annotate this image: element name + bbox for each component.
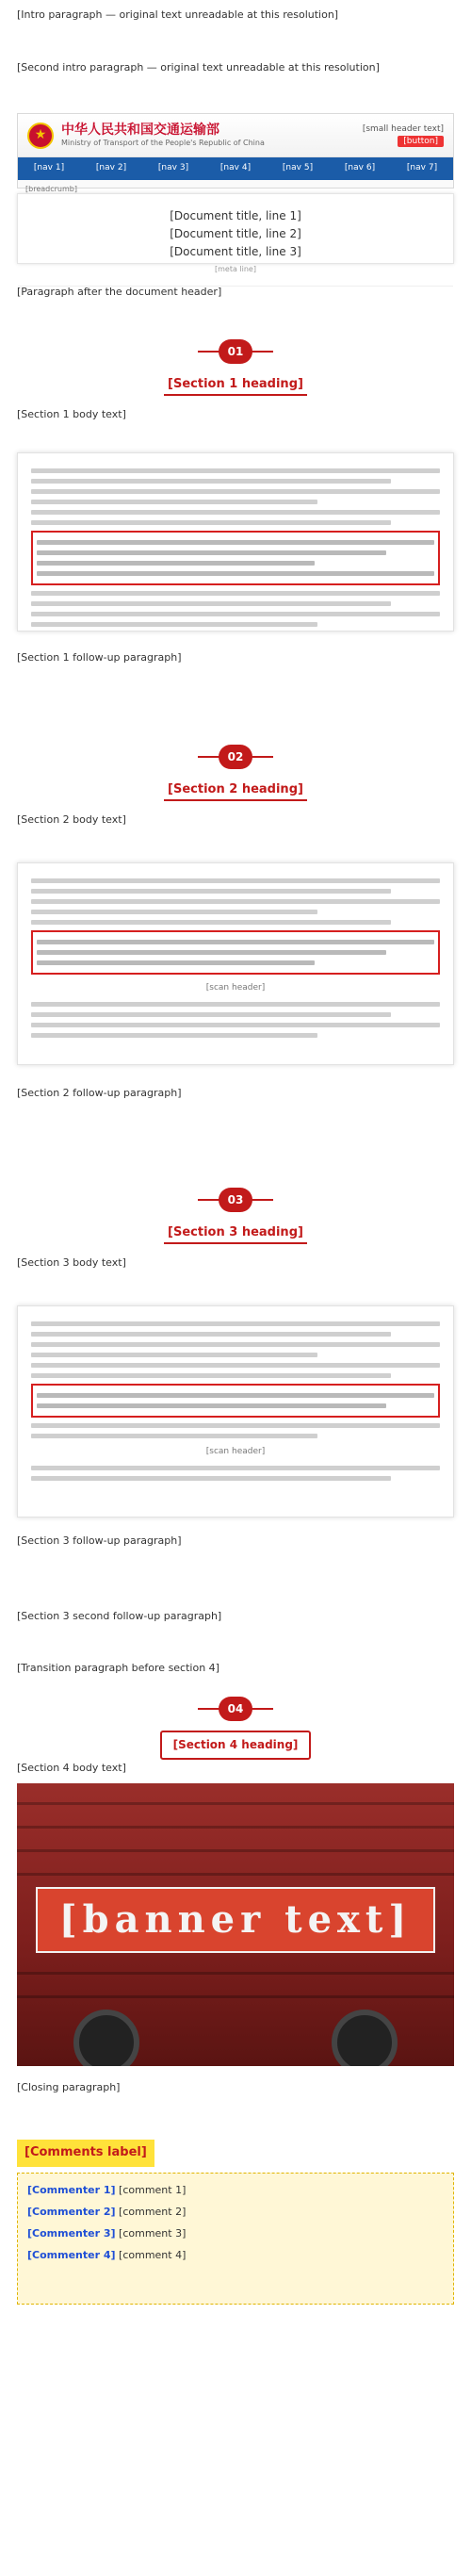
section-heading-02 [0, 779, 471, 802]
section-badge-02 [198, 745, 273, 769]
comment-text: [comment 3] [119, 2226, 187, 2240]
section-badge-01 [198, 339, 273, 364]
section-2-text: [Section 2 body text] [17, 813, 126, 826]
wheel-icon [332, 2010, 398, 2066]
section-1-text: [Section 1 body text] [17, 408, 126, 420]
comment-line [27, 2181, 444, 2201]
section-4-text: [Section 4 body text] [17, 1762, 126, 1774]
nav-item[interactable]: [nav 4] [219, 163, 252, 173]
masthead-nav [18, 157, 453, 180]
section-heading-03 [0, 1222, 471, 1245]
commenter-name: [Commenter 2] [27, 2205, 116, 2218]
scan-header: [scan header] [205, 1447, 266, 1456]
document-title-line3: [Document title, line 3] [170, 245, 301, 259]
section-heading-text: [Section 2 heading] [164, 780, 307, 801]
comments-box [17, 2173, 454, 2305]
paragraph-after-document: [Paragraph after the document header] [17, 286, 222, 298]
highlighted-clause [31, 531, 440, 585]
intro-paragraph-2: [Second intro paragraph — original text unreadable at this resolution] [17, 61, 380, 74]
commenter-name: [Commenter 4] [27, 2248, 116, 2261]
national-emblem-icon: ★ [27, 123, 54, 149]
section-heading-text: [Section 4 heading] [160, 1731, 312, 1760]
section-heading-text: [Section 3 heading] [164, 1223, 307, 1244]
regulation-scan-2 [17, 862, 454, 1065]
commenter-name: [Commenter 3] [27, 2226, 116, 2240]
highlighted-clause [31, 1384, 440, 1418]
comment-text: [comment 1] [119, 2184, 187, 2196]
badge-number: 02 [219, 745, 252, 769]
masthead-button[interactable]: [button] [398, 136, 444, 148]
section-3-followup-2: [Section 3 second follow-up paragraph] [17, 1610, 222, 1622]
truck-banner: [banner text] [36, 1887, 435, 1953]
document-title-line1: [Document title, line 1] [170, 209, 301, 222]
section-3-followup: [Section 3 follow-up paragraph] [17, 1534, 182, 1547]
badge-number: 03 [219, 1188, 252, 1212]
section-heading-text: [Section 1 heading] [164, 375, 307, 396]
section-badge-03 [198, 1188, 273, 1212]
masthead-right-text: [small header text] [362, 123, 444, 134]
nav-item[interactable]: [nav 5] [282, 163, 314, 173]
badge-number: 04 [219, 1697, 252, 1721]
masthead-title: 中华人民共和国交通运输部 [61, 123, 219, 139]
section-1-followup: [Section 1 follow-up paragraph] [17, 651, 182, 664]
section-3-text: [Section 3 body text] [17, 1256, 126, 1269]
masthead-title-group [61, 123, 265, 147]
ministry-masthead [17, 113, 454, 193]
comment-line [27, 2203, 444, 2223]
comment-text: [comment 2] [119, 2205, 187, 2218]
section-heading-01 [0, 373, 471, 397]
document-title-card [17, 193, 454, 273]
wheel-icon [73, 2010, 139, 2066]
masthead-top [18, 114, 453, 157]
section-badge-04 [198, 1697, 273, 1721]
nav-item[interactable]: [nav 2] [95, 163, 127, 173]
masthead-right [363, 123, 444, 147]
document-meta: [meta line] [18, 262, 453, 287]
masthead-subtitle: Ministry of Transport of the People's Republic of China [61, 139, 265, 148]
breadcrumb: [breadcrumb] [25, 185, 77, 193]
regulation-scan-3 [17, 1305, 454, 1518]
highlighted-clause [31, 930, 440, 975]
scan-header: [scan header] [205, 983, 266, 993]
comments-tag: [Comments label] [17, 2140, 154, 2167]
comment-text: [comment 4] [119, 2248, 187, 2261]
commenter-name: [Commenter 1] [27, 2184, 116, 2196]
bridge-paragraph: [Transition paragraph before section 4] [17, 1662, 219, 1674]
comment-line [27, 2246, 444, 2266]
nav-item[interactable]: [nav 3] [157, 163, 189, 173]
intro-paragraph-1: [Intro paragraph — original text unreadable at this resolution] [17, 8, 339, 21]
regulation-scan-1 [17, 452, 454, 632]
nav-item[interactable]: [nav 7] [406, 163, 438, 173]
truck-photo [17, 1783, 454, 2066]
closing-paragraph: [Closing paragraph] [17, 2081, 121, 2093]
nav-item[interactable]: [nav 1] [33, 163, 65, 173]
section-heading-04 [0, 1731, 471, 1760]
document-title-line2: [Document title, line 2] [170, 227, 301, 241]
section-2-followup: [Section 2 follow-up paragraph] [17, 1087, 182, 1099]
nav-item[interactable]: [nav 6] [344, 163, 376, 173]
comment-line [27, 2224, 444, 2244]
badge-number: 01 [219, 339, 252, 364]
